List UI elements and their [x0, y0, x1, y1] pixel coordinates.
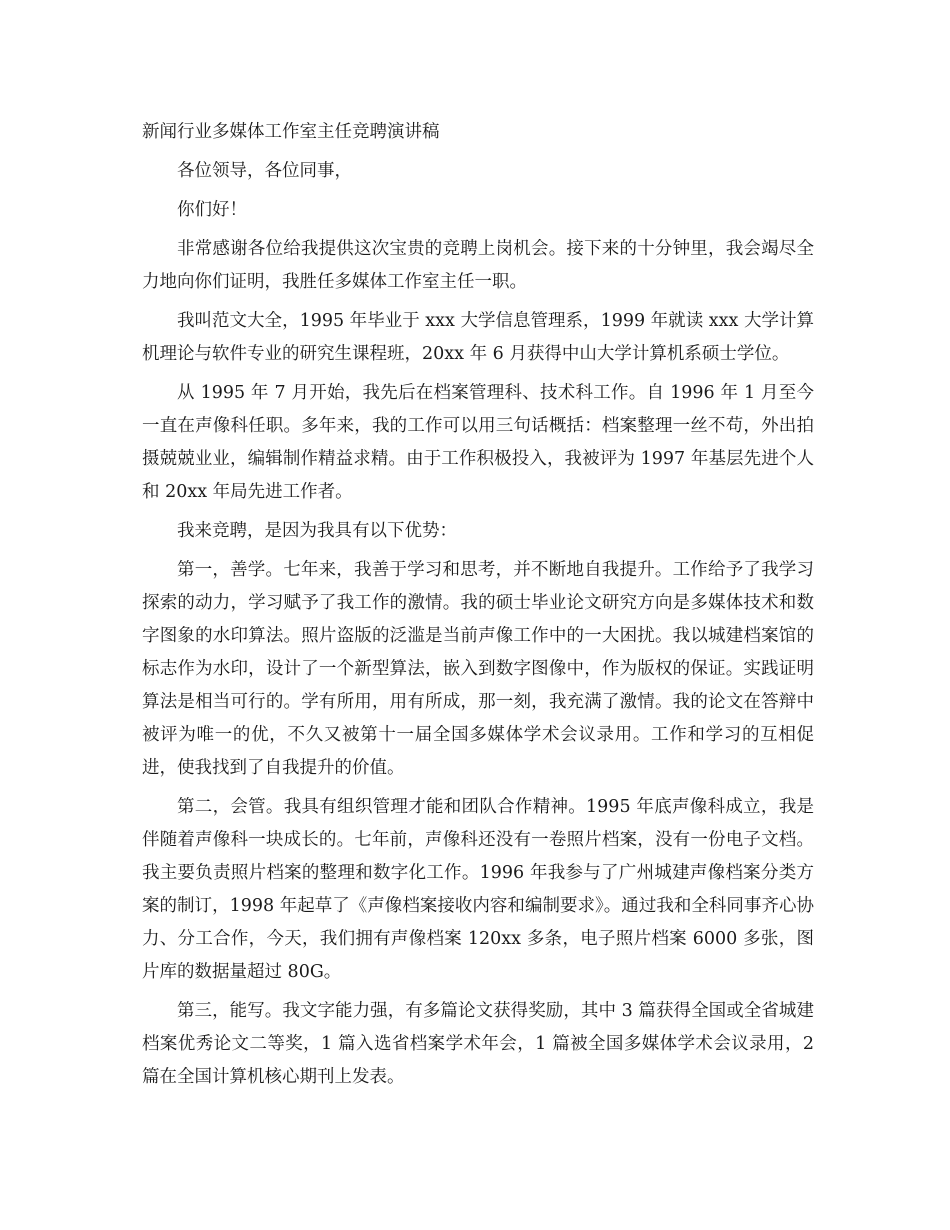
paragraph-advantages-intro: 我来竞聘，是因为我具有以下优势： [177, 521, 457, 541]
paragraph-advantage-learning: 第一，善学。七年来，我善于学习和思考，并不断地自我提升。工作给予了我学习探索的动力，学习赋予了我工作的激情。我的硕士毕业论文研究方向是多媒体技术和数字图象的水印算法。照片盗版的泛滥是当前声像工作中的一大困扰。我以城建档案馆的标志作为水印，设计了一个新型算法，嵌入到数字图像中，作为版权的保证。实践证明算法是相当可行的。学有所用，用有所成，那一刻，我充满了激情。我的论文在答辩中被评为唯一的优，不久又被第十一届全国多媒体学术会议录用。工作和学习的互相促进，使我找到了自我提升的价值。 [142, 560, 814, 778]
paragraph-thanks: 非常感谢各位给我提供这次宝贵的竞聘上岗机会。接下来的十分钟里，我会竭尽全力地向你们证明，我胜任多媒体工作室主任一职。 [142, 239, 814, 292]
document-title: 新闻行业多媒体工作室主任竞聘演讲稿 [142, 122, 440, 142]
paragraph-advantage-management: 第二，会管。我具有组织管理才能和团队合作精神。1995 年底声像科成立，我是伴随着声像科一块成长的。七年前，声像科还没有一卷照片档案，没有一份电子文档。我主要负责照片档案的整理和数字化工作。1996 年我参与了广州城建声像档案分类方案的制订，1998 年起草了《声像档案接收内容和编制要求》。通过我和全科同事齐心协力、分工合作，今天，我们拥有声像档案 120xx 多条，电子照片档案 6000 多张，图片库的数据量超过 80G。 [142, 797, 814, 982]
paragraph-introduction: 我叫范文大全，1995 年毕业于 xxx 大学信息管理系，1999 年就读 xxx 大学计算机理论与软件专业的研究生课程班，20xx 年 6 月获得中山大学计算机系硕士学位。 [142, 311, 814, 364]
document-body [142, 116, 814, 1094]
paragraph-advantage-writing: 第三，能写。我文字能力强，有多篇论文获得奖励，其中 3 篇获得全国或全省城建档案优秀论文二等奖，1 篇入选省档案学术年会，1 篇被全国多媒体学术会议录用，2 篇在全国计算机核心期刊上发表。 [142, 1001, 814, 1087]
paragraph-greeting: 各位领导，各位同事， [177, 161, 352, 181]
paragraph-hello: 你们好！ [177, 200, 247, 220]
paragraph-work-history: 从 1995 年 7 月开始，我先后在档案管理科、技术科工作。自 1996 年 1 月至今一直在声像科任职。多年来，我的工作可以用三句话概括：档案整理一丝不苟，外出拍摄兢兢业业，编辑制作精益求精。由于工作积极投入，我被评为 1997 年基层先进个人和 20xx 年局先进工作者。 [142, 383, 814, 502]
